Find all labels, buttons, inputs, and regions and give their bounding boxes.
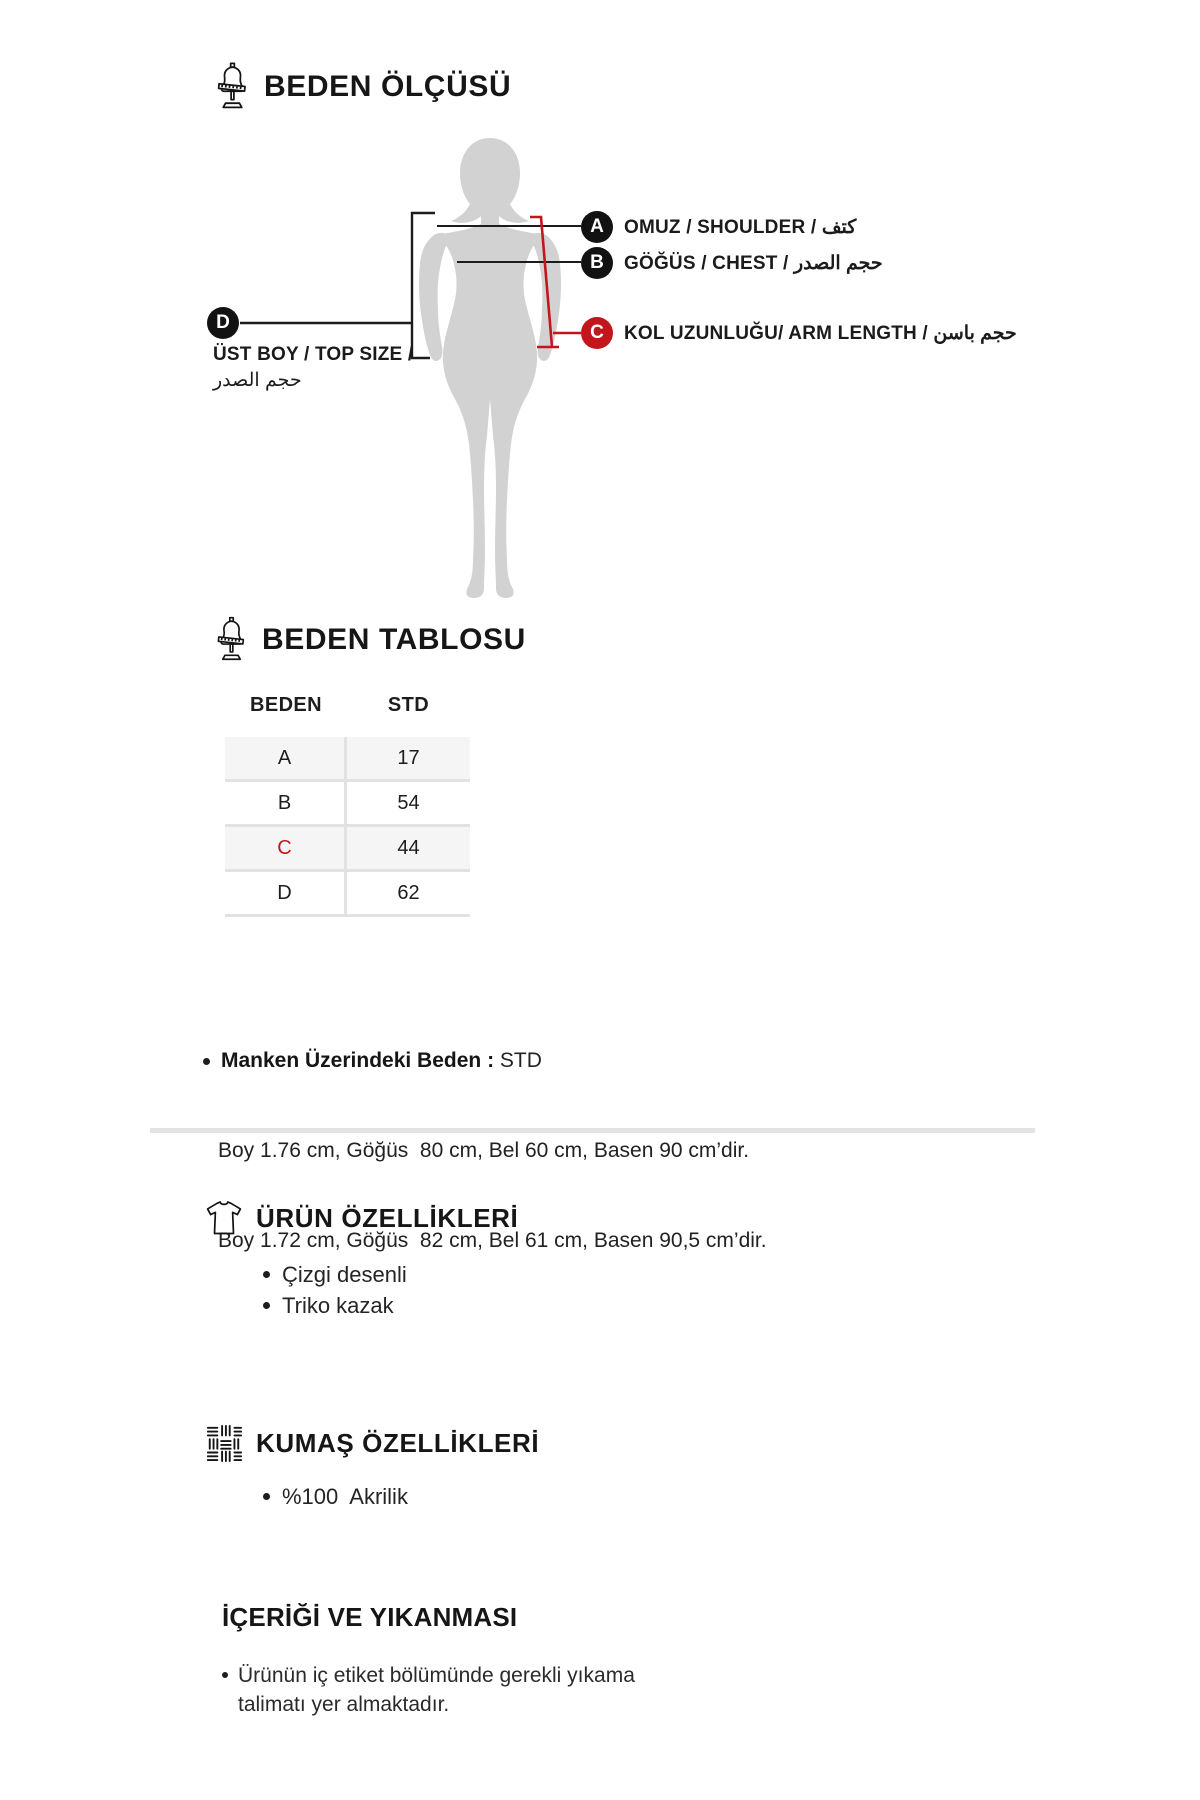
fabric-weave-icon	[205, 1424, 243, 1462]
colon: :	[487, 1049, 495, 1072]
bullet-dot	[263, 1271, 270, 1278]
fabric-features-title: KUMAŞ ÖZELLİKLERİ	[256, 1427, 540, 1458]
model-size-value: STD	[499, 1049, 542, 1072]
chest-label: GÖĞÜS / CHEST / حجم الصدر	[624, 253, 883, 274]
product-features-title: ÜRÜN ÖZELLİKLERİ	[256, 1202, 519, 1233]
point-c-badge	[581, 317, 613, 349]
point-b-letter: B	[590, 252, 604, 273]
list-item	[263, 1259, 407, 1290]
bullet-dot	[222, 1672, 228, 1678]
row-value: 62	[397, 881, 420, 904]
fabric-features-header	[205, 1424, 539, 1462]
model-measurements-line2: Boy 1.72 cm, Göğüs 82 cm, Bel 61 cm, Basen 90,5 cm’dir.	[218, 1229, 767, 1252]
point-a-letter: A	[590, 216, 604, 237]
bullet-dot	[263, 1493, 270, 1500]
mannequin-icon	[214, 62, 251, 112]
row-key: B	[225, 782, 347, 824]
size-table-header	[214, 616, 526, 664]
row-key: A	[225, 737, 347, 779]
size-table-head	[225, 686, 470, 724]
table-row	[225, 782, 470, 827]
point-a-badge	[581, 211, 613, 243]
care-instruction	[222, 1661, 702, 1719]
top-size-label-line2: حجم الصدر	[213, 370, 302, 391]
point-d-letter: D	[216, 312, 230, 333]
section-divider	[150, 1128, 1035, 1133]
feature-text: Triko kazak	[282, 1292, 394, 1318]
mannequin-icon	[214, 616, 249, 664]
model-size-label: Manken Üzerindeki Beden	[221, 1049, 482, 1072]
body-measurement-diagram	[0, 110, 1200, 610]
product-features-list	[263, 1259, 407, 1321]
tshirt-icon	[205, 1200, 243, 1236]
fabric-features-list	[263, 1481, 408, 1512]
table-row	[225, 872, 470, 917]
point-d-badge	[207, 307, 239, 339]
model-size-text	[221, 1046, 542, 1076]
column-header-std: STD	[387, 693, 430, 716]
size-table-body	[225, 737, 470, 917]
row-value: 54	[397, 791, 420, 814]
point-c-letter: C	[590, 322, 604, 343]
size-measure-header	[214, 62, 511, 112]
list-item	[263, 1481, 408, 1512]
size-measure-title: BEDEN ÖLÇÜSÜ	[264, 70, 512, 103]
table-row	[225, 827, 470, 872]
care-title: İÇERİĞİ VE YIKANMASI	[222, 1602, 518, 1632]
list-item	[263, 1290, 407, 1321]
care-text: Ürünün iç etiket bölümünde gerekli yıkama talimatı yer almaktadır.	[238, 1664, 635, 1716]
arm-length-label: KOL UZUNLUĞU/ ARM LENGTH / حجم باسن	[624, 323, 1017, 344]
bullet-dot	[263, 1302, 270, 1309]
shoulder-label: OMUZ / SHOULDER / كتف	[624, 217, 857, 238]
point-b-badge	[581, 247, 613, 279]
row-key: C	[225, 827, 347, 869]
feature-text: Çizgi desenli	[282, 1261, 407, 1287]
top-size-bracket	[240, 213, 435, 358]
row-value: 44	[397, 836, 420, 859]
model-size-line	[203, 1046, 767, 1076]
size-table	[225, 686, 470, 917]
table-row	[225, 737, 470, 782]
fabric-text: %100 Akrilik	[282, 1483, 408, 1509]
top-size-label-line1: ÜST BOY / TOP SIZE /	[213, 344, 414, 365]
bullet-dot	[203, 1058, 210, 1065]
row-key: D	[225, 872, 347, 914]
model-measurements-line1: Boy 1.76 cm, Göğüs 80 cm, Bel 60 cm, Basen 90 cm’dir.	[218, 1139, 750, 1162]
size-table-title: BEDEN TABLOSU	[262, 623, 526, 656]
body-silhouette	[437, 138, 543, 598]
product-features-header	[205, 1200, 518, 1236]
column-header-beden: BEDEN	[249, 693, 322, 716]
row-value: 17	[397, 746, 420, 769]
